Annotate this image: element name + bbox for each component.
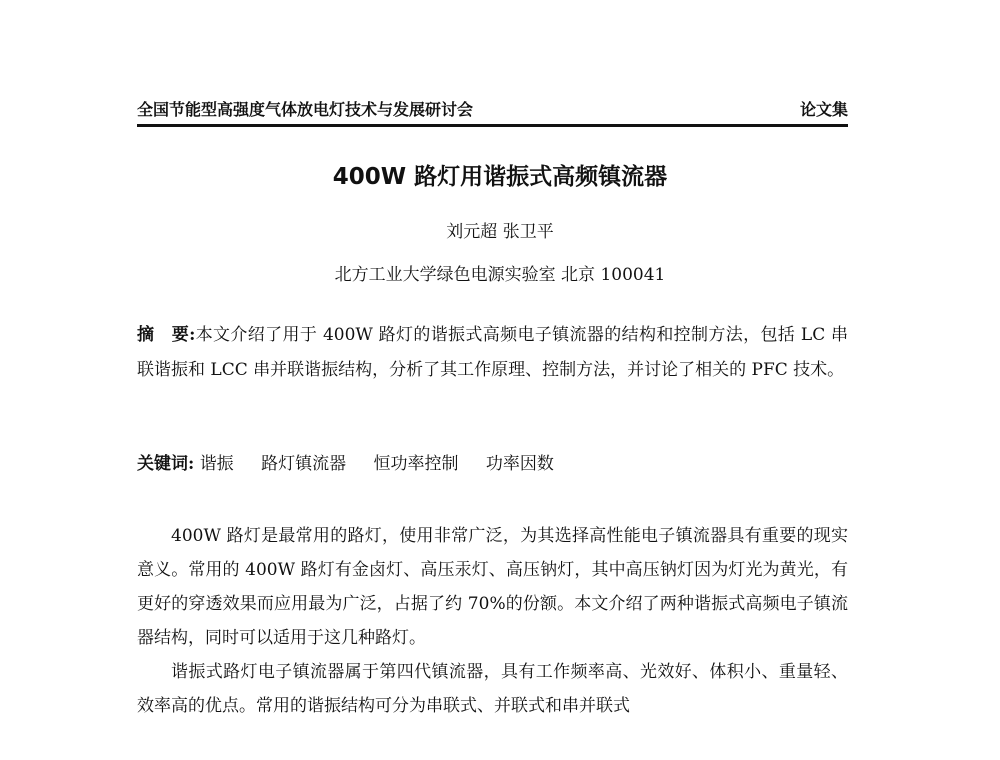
conference-name: 全国节能型高强度气体放电灯技术与发展研讨会 bbox=[137, 100, 474, 119]
keywords-label: 关键词: bbox=[137, 454, 195, 474]
body-paragraph: 400W 路灯是最常用的路灯，使用非常广泛，为其选择高性能电子镇流器具有重要的现实意义。常用的 400W 路灯有金卤灯、高压汞灯、高压钠灯，其中高压钠灯因为灯光为黄光，有更好的穿透效果而应用最为广泛，占据了约 70%的份额。本文介绍了两种谐振式高频电子镇流器结构，同时可以适用于这几种路灯。 bbox=[137, 526, 848, 648]
keyword: 恒功率控制 bbox=[373, 454, 459, 474]
section-label: 论文集 bbox=[799, 100, 848, 119]
keyword: 路灯镇流器 bbox=[261, 454, 347, 474]
abstract-text: 本文介绍了用于 400W 路灯的谐振式高频电子镇流器的结构和控制方法，包括 LC 串联谐振和 LCC 串并联谐振结构，分析了其工作原理、控制方法，并讨论了相关的 PFC 技术。 bbox=[137, 325, 848, 380]
keyword: 谐振 bbox=[199, 454, 234, 474]
abstract-label: 摘 要: bbox=[137, 325, 196, 345]
running-header bbox=[137, 96, 848, 127]
body-text bbox=[137, 519, 848, 723]
abstract bbox=[137, 318, 848, 388]
body-paragraph: 谐振式路灯电子镇流器属于第四代镇流器，具有工作频率高、光效好、体积小、重量轻、效率高的优点。常用的谐振结构可分为串联式、并联式和串并联式 bbox=[137, 662, 848, 716]
paper-affiliation: 北方工业大学绿色电源实验室 北京 100041 bbox=[334, 265, 666, 285]
paper-authors: 刘元超 张卫平 bbox=[446, 222, 554, 242]
keywords bbox=[137, 449, 848, 479]
keyword: 功率因数 bbox=[485, 454, 554, 474]
paper-title: 400W 路灯用谐振式高频镇流器 bbox=[332, 164, 668, 190]
